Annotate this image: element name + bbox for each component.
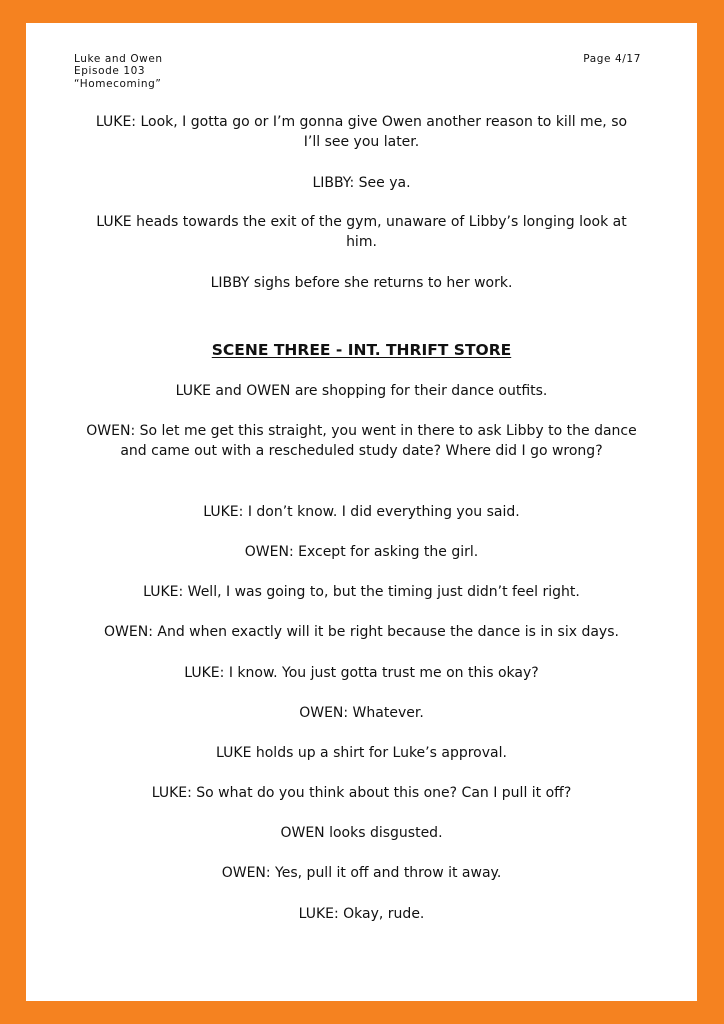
episode-title: “Homecoming” [74, 77, 162, 90]
script-page [26, 23, 697, 1001]
dialogue-line: OWEN: Yes, pull it off and throw it away. [221, 865, 502, 881]
dialogue-line: LUKE: So what do you think about this one? Can I pull it off? [151, 785, 572, 801]
dialogue-line: OWEN: And when exactly will it be right because the dance is in six days. [104, 624, 619, 640]
page-number: Page 4/17 [583, 53, 641, 65]
action-line: LIBBY sighs before she returns to her work. [210, 275, 513, 291]
action-line: LUKE heads towards the exit of the gym, unaware of Libby’s longing look at him. [96, 214, 627, 250]
dialogue-line: LUKE: I don’t know. I did everything you said. [203, 504, 520, 520]
dialogue-line: LUKE: Look, I gotta go or I’m gonna give Owen another reason to kill me, so I’ll see you later. [95, 114, 628, 150]
dialogue-line: LUKE: Well, I was going to, but the timing just didn’t feel right. [143, 584, 580, 600]
show-title: Luke and Owen [74, 53, 163, 65]
dialogue-line: LUKE: Okay, rude. [298, 906, 425, 922]
dialogue-line: OWEN: Except for asking the girl. [244, 544, 479, 560]
page-header [74, 53, 163, 90]
scene-heading: SCENE THREE - INT. THRIFT STORE [211, 341, 512, 359]
dialogue-line: LUKE: I know. You just gotta trust me on this okay? [184, 665, 539, 681]
dialogue-line: OWEN: Whatever. [299, 705, 424, 721]
action-line: OWEN looks disgusted. [280, 825, 443, 841]
dialogue-line: OWEN: So let me get this straight, you went in there to ask Libby to the dance and came out with a rescheduled study date? Where did I go wrong? [86, 423, 637, 459]
action-line: LUKE and OWEN are shopping for their dance outfits. [175, 383, 548, 399]
episode-number: Episode 103 [74, 65, 146, 78]
dialogue-line: LIBBY: See ya. [312, 175, 411, 191]
action-line: LUKE holds up a shirt for Luke’s approval. [216, 745, 507, 761]
